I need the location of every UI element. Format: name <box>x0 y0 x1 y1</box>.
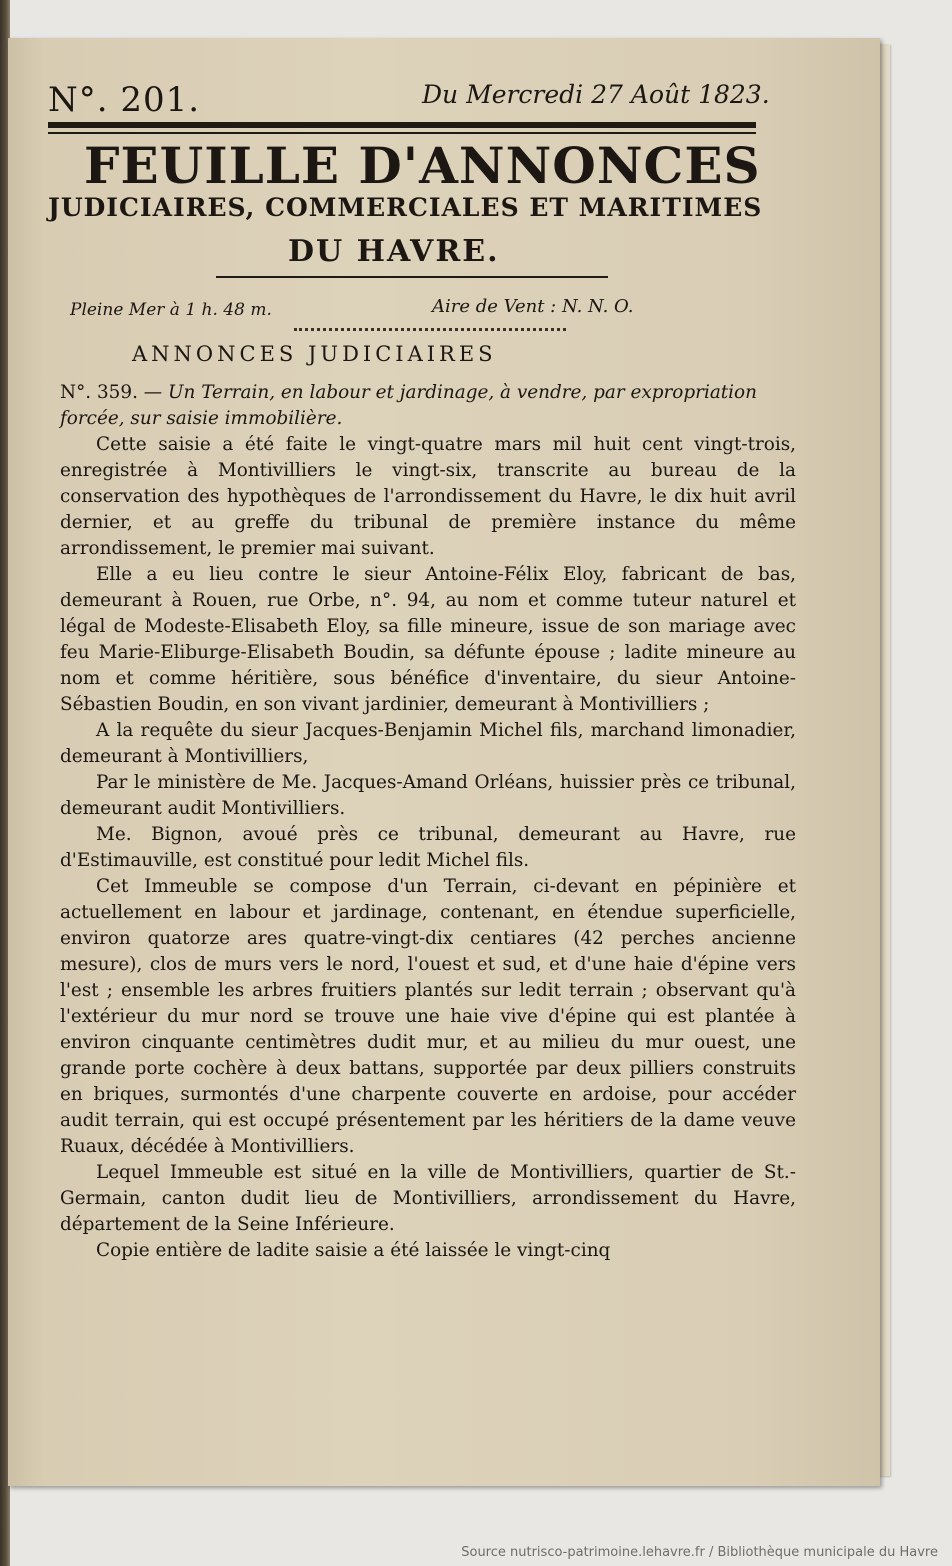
notice-paragraph: Elle a eu lieu contre le sieur Antoine-Félix Eloy, fabricant de bas, demeurant à Rouen, rue Orbe, n°. 94, au nom et comme tuteur naturel et légal de Modeste-Elisabeth Eloy, sa fille mineure, issue de son mariage avec feu Marie-Eliburge-Elisabeth Boudin, sa défunte épouse ; ladite mineure au nom et comme héritière, sous bénéfice d'inventaire, du sieur Antoine-Sébastien Boudin, en son vivant jardinier, demeurant à Montivilliers ; <box>60 564 796 715</box>
header-rule-thin <box>48 132 756 134</box>
wind-info: Aire de Vent : N. N. O. <box>432 296 634 317</box>
issue-number: N°. 201. <box>48 80 201 120</box>
masthead-title: FEUILLE D'ANNONCES <box>84 136 761 195</box>
issue-date: Du Mercredi 27 Août 1823. <box>422 80 770 109</box>
masthead-rule <box>216 276 608 278</box>
dotted-divider <box>294 328 566 331</box>
notice-paragraph: A la requête du sieur Jacques-Benjamin Michel fils, marchand limonadier, demeurant à Montivilliers, <box>60 720 796 767</box>
source-caption: Source nutrisco-patrimoine.lehavre.fr / Bibliothèque municipale du Havre <box>461 1545 938 1560</box>
notice-paragraph: Me. Bignon, avoué près ce tribunal, demeurant au Havre, rue d'Estimauville, est constitué pour ledit Michel fils. <box>60 824 796 871</box>
notice-heading <box>60 380 796 432</box>
tide-info: Pleine Mer à 1 h. 48 m. <box>70 300 272 320</box>
header-rule-thick <box>48 122 756 128</box>
notice-number: N°. 359. <box>60 382 138 403</box>
notice-heading-text: — Un Terrain, en labour et jardinage, à vendre, par expropriation forcée, sur saisie immobilière. <box>60 382 757 429</box>
section-title: ANNONCES JUDICIAIRES <box>132 342 497 366</box>
notice-body <box>60 380 796 1264</box>
newspaper-page <box>8 38 880 1486</box>
notice-paragraph: Lequel Immeuble est situé en la ville de Montivilliers, quartier de St.-Germain, canton dudit lieu de Montivilliers, arrondissement du Havre, département de la Seine Inférieure. <box>60 1162 796 1235</box>
notice-paragraph: Cette saisie a été faite le vingt-quatre mars mil huit cent vingt-trois, enregistrée à Montivilliers le vingt-six, transcrite au bureau de la conservation des hypothèques de l'arrondissement du Havre, le dix huit avril dernier, et au greffe du tribunal de première instance du même arrondissement, le premier mai suivant. <box>60 434 796 559</box>
notice-paragraph: Cet Immeuble se compose d'un Terrain, ci-devant en pépinière et actuellement en labour et jardinage, contenant, en étendue superficielle, environ quatorze ares quatre-vingt-dix centiares (42 perches ancienne mesure), clos de murs vers le nord, l'ouest et sud, et d'une haie d'épine vers l'est ; ensemble les arbres fruitiers plantés sur ledit terrain ; observant qu'à l'extérieur du mur nord se trouve une haie vive d'épine qui est plantée à environ cinquante centimètres dudit mur, et au milieu du mur ouest, une grande porte cochère à deux battans, supportée par deux pilliers construits en briques, surmontés d'une charpente couverte en ardoise, pour accéder audit terrain, qui est occupé présentement par les héritiers de la dame veuve Ruaux, décédée à Montivilliers. <box>60 876 796 1157</box>
masthead-subtitle: JUDICIAIRES, COMMERCIALES ET MARITIMES <box>48 193 763 222</box>
notice-paragraph: Copie entière de ladite saisie a été laissée le vingt-cinq <box>96 1240 611 1261</box>
notice-paragraph: Par le ministère de Me. Jacques-Amand Orléans, huissier près ce tribunal, demeurant audit Montivilliers. <box>60 772 796 819</box>
masthead-city: DU HAVRE. <box>288 234 500 269</box>
